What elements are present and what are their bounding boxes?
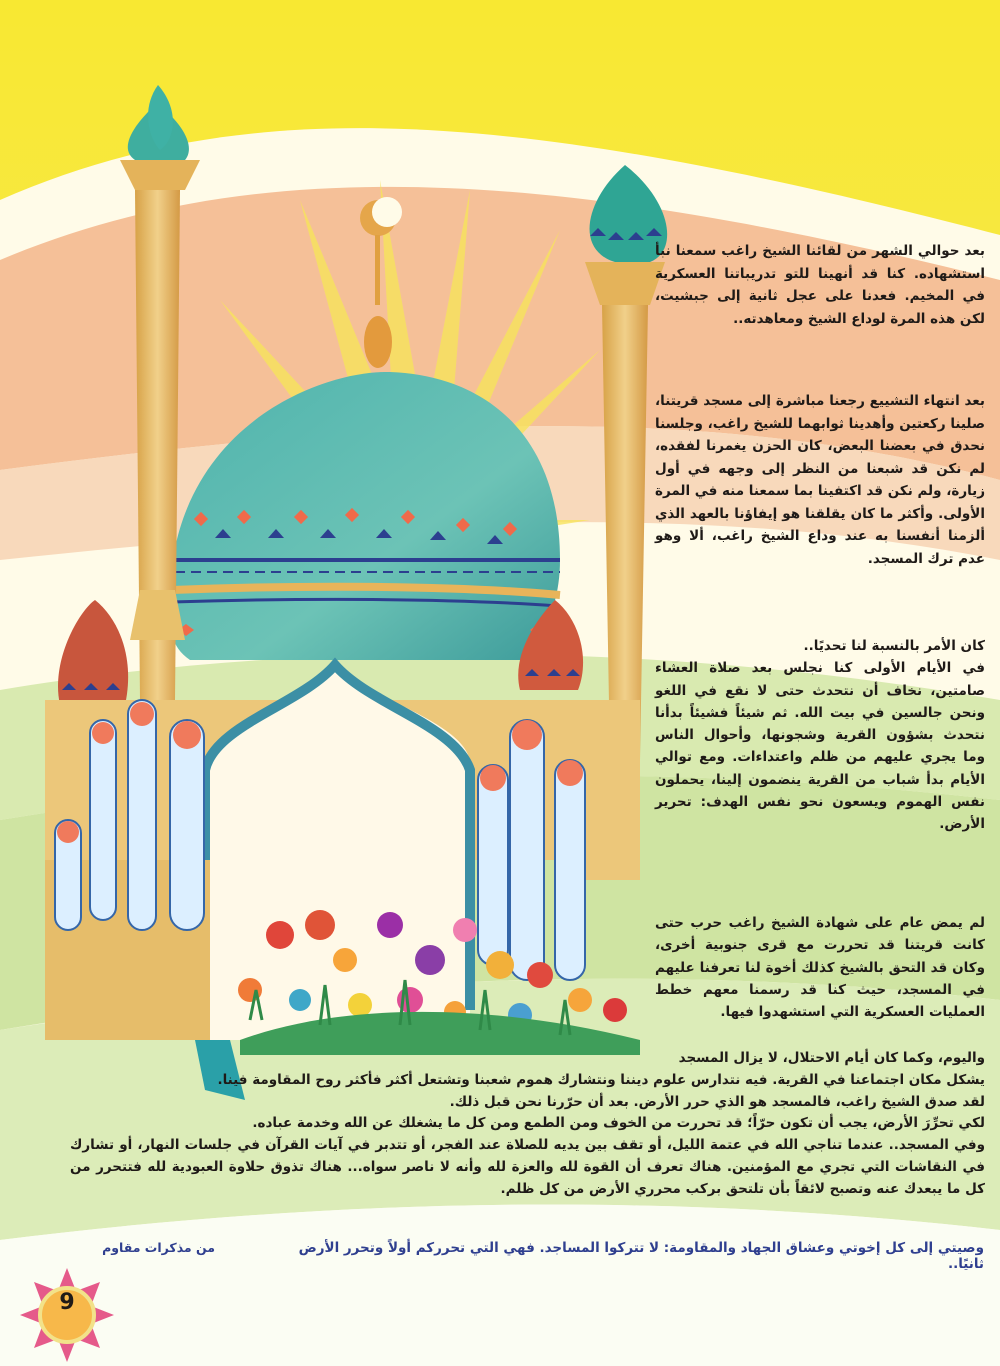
- paragraph-text: واليوم، وكما كان أيام الاحتلال، لا يزال المسجد: [678, 1050, 985, 1066]
- paragraph-text: لم يمض عام على شهادة الشيخ راغب حرب حتى كانت قريتنا قد تحررت مع قرى جنوبية أخرى، وكان قد التحق بالشيخ كذلك أخوة لنا تعرفنا عليهم في المسجد، حيث كنا قد رسمنا معهم خطط العمليات العسكرية التي استشهدوا فيها.: [655, 915, 985, 1021]
- paragraph-text: بعد انتهاء التشييع رجعنا مباشرة إلى مسجد قريتنا، صلينا ركعتين وأهدينا ثوابهما للشيخ راغب، وجلسنا نحدق في بعضنا البعض، كان الحزن يغمرنا لفقده، لم نكن قد شبعنا من النظر إلى وجهه في أول زيارة، ولم نكن قد اكتفينا بما سمعنا منه في المرة الأولى. وأكثر ما كان يقلقنا هو إيفاؤنا بالعهد الذي ألزمنا أنفسنا به عند وداع الشيخ راغب، ألا وهو عدم ترك المسجد.: [654, 393, 985, 567]
- paragraph-text: في الأيام الأولى كنا نجلس بعد صلاة العشاء صامتين، نخاف أن نتحدث حتى لا نقع في اللغو ونحن جالسين في بيت الله. ثم شيئاً فشيئاً بدأنا نتحدث بشؤون القرية وشجونها، وأحوال الناس وما يجري عليهم من ظلم واعتداءات. ومع توالي الأيام بدأ شباب من القرية ينضمون إلينا، يحملون نفس الهموم ويسعون نحو نفس الهدف: تحرير الأرض.: [655, 660, 985, 833]
- article-paragraph-1: [655, 240, 985, 330]
- article-paragraph-2: [655, 390, 985, 570]
- page-number: 9: [59, 1290, 75, 1315]
- article-paragraph-3: [655, 635, 985, 836]
- paragraph-text: لقد صدق الشيخ راغب، فالمسجد هو الذي حرر الأرض. بعد أن حرّرنا نحن قبل ذلك.: [449, 1093, 985, 1110]
- paragraph-text: وفي المسجد.. عندما تناجي الله في عتمة الليل، أو تقف بين يديه للصلاة عند الفجر، أو تتدبر في آيات القرآن في جلسات النهار، أو تشارك في النقاشات التي تجري مع المؤمنين. هناك تعرف أن القوة لله والعزة لله وأنه لا ناصر سواه... هناك تذوق حلاوة العبودية لله فتتحرر من كل ما يبعدك عنه وتصبح لائقاً بأن تلتحق بركب محرري الأرض من كل ظلم.: [70, 1137, 985, 1197]
- article-paragraph-4: [655, 912, 985, 1023]
- paragraph-text: يشكل مكان اجتماعنا في القرية. فيه نتدارس علوم ديننا ونتشارك هموم شعبنا وتشتعل أكثر فأكثر روح المقاومة فينا.: [217, 1071, 985, 1088]
- paragraph-text: لكي تحرِّرَ الأرض، يجب أن تكون حرّاً؛ قد تحررت من الخوف ومن الطمع ومن كل ما يشغلك عن الله وخدمة عباده.: [252, 1115, 985, 1132]
- paragraph-heading-line: كان الأمر بالنسبة لنا تحديًا..: [803, 638, 985, 654]
- paragraph-text: بعد حوالي الشهر من لقائنا الشيخ راغب سمعنا نبأ استشهاده. كنا قد أنهينا للتو تدريباتنا العسكرية في المخيم. فعدنا على عجل ثانية إلى جبشيت، لكن هذه المرة لوداع الشيخ ومعاهدته..: [655, 243, 985, 327]
- source-attribution: من مذكرات مقاوم: [102, 1240, 215, 1255]
- closing-advice: وصيتي إلى كل إخوتي وعشاق الجهاد والمقاومة: لا تتركوا المساجد. فهي التي تحرركم أولاً وتحرر الأرض ثانيًا..: [298, 1240, 984, 1272]
- article-closing-section: [70, 1048, 985, 1201]
